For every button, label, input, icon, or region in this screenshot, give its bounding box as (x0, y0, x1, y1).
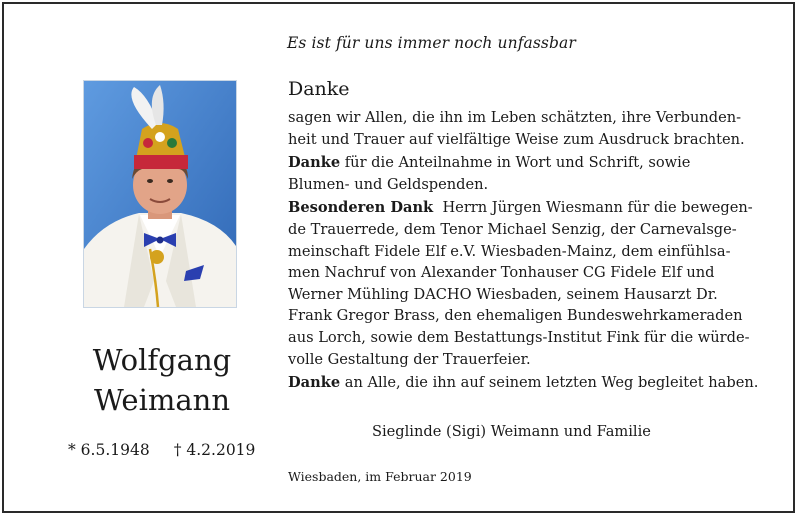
family-signature: Sieglinde (Sigi) Weimann und Familie (372, 423, 651, 440)
text-line: Frank Gregor Brass, den ehemaligen Bundeswehrkameraden (288, 307, 743, 325)
portrait-photo (83, 80, 237, 308)
text-line: men Nachruf von Alexander Tonhauser CG Fidele Elf und (288, 264, 715, 282)
deceased-first-name: Wolfgang (92, 343, 232, 377)
birth-date: * 6.5.1948 (68, 441, 150, 459)
text-line: Werner Mühling DACHO Wiesbaden, seinem Hausarzt Dr. (288, 285, 718, 303)
paragraph-thanks-intro (288, 107, 768, 150)
death-date: † 4.2.2019 (173, 441, 256, 459)
text-line-with-lead (288, 152, 768, 174)
text-line: de Trauerrede, dem Tenor Michael Senzig, der Carnevalsge- (288, 220, 737, 238)
lead-word: Danke (288, 154, 341, 172)
paragraph-thanks-all (288, 372, 768, 394)
lead-word: Danke (288, 374, 341, 392)
thanks-heading: Danke (288, 78, 350, 100)
paragraph-thanks-condolences (288, 152, 768, 195)
text-line: volle Gestaltung der Trauerfeier. (288, 350, 531, 368)
place-and-date: Wiesbaden, im Februar 2019 (288, 469, 472, 484)
text-fragment: Herrn Jürgen Wiesmann für die bewegen- (433, 199, 753, 217)
text-fragment: an Alle, die ihn auf seinem letzten Weg begleitet haben. (340, 374, 759, 392)
portrait-illustration (84, 81, 236, 307)
text-line-with-lead (288, 197, 768, 219)
paragraph-special-thanks (288, 197, 768, 370)
thanks-body (288, 107, 768, 396)
deceased-last-name: Weimann (93, 383, 231, 417)
motto-line: Es ist für uns immer noch unfassbar (287, 34, 576, 52)
text-line: meinschaft Fidele Elf e.V. Wiesbaden-Mainz, dem einfühlsa- (288, 242, 731, 260)
text-line: Blumen- und Geldspenden. (288, 175, 489, 193)
life-dates (68, 441, 255, 459)
lead-word: Besonderen Dank (288, 199, 434, 217)
text-line: sagen wir Allen, die ihn im Leben schätzten, ihre Verbunden- (288, 109, 742, 126)
text-line-with-lead (288, 372, 768, 394)
text-fragment: für die Anteilnahme in Wort und Schrift, sowie (340, 154, 691, 172)
text-line: heit und Trauer auf vielfältige Weise zum Ausdruck brachten. (288, 130, 745, 148)
text-line: aus Lorch, sowie dem Bestattungs-Institut Fink für die würde- (288, 328, 750, 346)
